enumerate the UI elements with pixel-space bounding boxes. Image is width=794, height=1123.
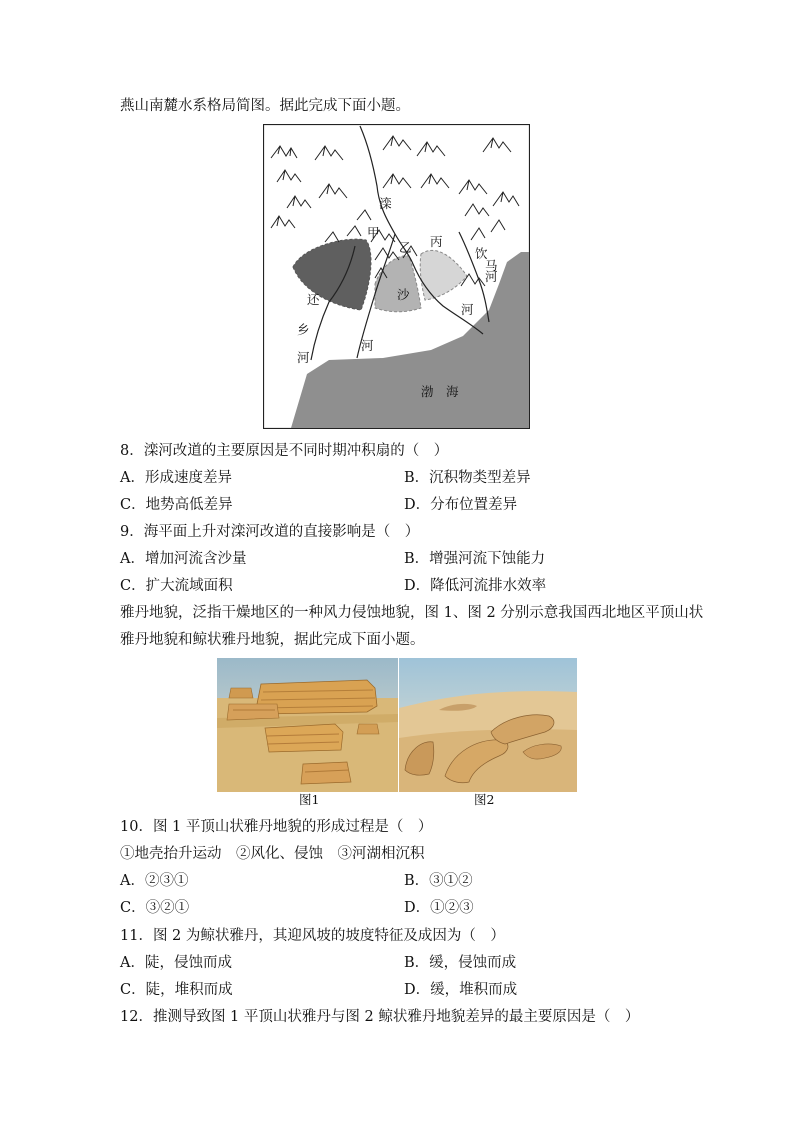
label-huan-1: 还 bbox=[307, 292, 320, 307]
question-11-option-d[interactable]: D．缓，堆积而成 bbox=[404, 982, 518, 998]
label-yinma-1: 饮 bbox=[475, 246, 488, 261]
question-9-option-c[interactable]: C．扩大流域面积 bbox=[120, 578, 233, 594]
question-10-items: ①地壳抬升运动 ②风化、侵蚀 ③河湖相沉积 bbox=[120, 846, 425, 862]
label-sha: 沙 bbox=[397, 287, 410, 302]
question-9-option-b[interactable]: B．增强河流下蚀能力 bbox=[404, 551, 546, 567]
label-yi: 乙 bbox=[399, 240, 412, 255]
figure-1-flat-top-yardang bbox=[217, 658, 398, 792]
question-8-option-c[interactable]: C．地势高低差异 bbox=[120, 497, 233, 513]
label-jia: 甲 bbox=[367, 225, 380, 240]
question-10-option-a[interactable]: A．②③① bbox=[120, 873, 189, 889]
yardang-intro-line-1: 雅丹地貌，泛指干燥地区的一种风力侵蚀地貌，图 1、图 2 分别示意我国西北地区平顶山状 bbox=[120, 605, 704, 621]
question-8-stem: 8．滦河改道的主要原因是不同时期冲积扇的（ ） bbox=[120, 443, 449, 459]
figure-2-caption: 图2 bbox=[474, 792, 495, 807]
question-10-stem: 10．图 1 平顶山状雅丹地貌的形成过程是（ ） bbox=[120, 819, 433, 835]
question-9-stem: 9．海平面上升对滦河改道的直接影响是（ ） bbox=[120, 524, 420, 540]
label-yinma-3: 河 bbox=[485, 269, 498, 284]
label-bohai: 渤 海 bbox=[421, 384, 459, 399]
question-11-stem: 11．图 2 为鲸状雅丹，其迎风坡的坡度特征及成因为（ ） bbox=[120, 928, 505, 944]
question-9-option-a[interactable]: A．增加河流含沙量 bbox=[120, 551, 247, 567]
intro-text: 燕山南麓水系格局简图。据此完成下面小题。 bbox=[120, 98, 410, 114]
label-sha-river: 河 bbox=[361, 338, 374, 353]
question-8-option-d[interactable]: D．分布位置差异 bbox=[404, 497, 518, 513]
question-12-stem: 12．推测导致图 1 平顶山状雅丹与图 2 鲸状雅丹地貌差异的最主要原因是（ ） bbox=[120, 1009, 640, 1025]
question-10-option-d[interactable]: D．①②③ bbox=[404, 900, 474, 916]
question-11-option-b[interactable]: B．缓，侵蚀而成 bbox=[404, 955, 517, 971]
question-9-option-d[interactable]: D．降低河流排水效率 bbox=[404, 578, 547, 594]
label-huan-2: 乡 bbox=[297, 322, 310, 337]
figure-2-whale-yardang bbox=[399, 658, 577, 792]
river-system-map bbox=[263, 124, 530, 429]
label-luan: 滦 bbox=[379, 196, 392, 211]
question-8-option-b[interactable]: B．沉积物类型差异 bbox=[404, 470, 531, 486]
yardang-intro-line-2: 雅丹地貌和鲸状雅丹地貌，据此完成下面小题。 bbox=[120, 632, 425, 648]
label-huan-3: 河 bbox=[297, 350, 310, 365]
label-bing: 丙 bbox=[430, 234, 443, 249]
question-8-option-a[interactable]: A．形成速度差异 bbox=[120, 470, 232, 486]
question-10-option-c[interactable]: C．③②① bbox=[120, 900, 190, 916]
question-11-option-c[interactable]: C．陡，堆积而成 bbox=[120, 982, 233, 998]
figure-1-caption: 图1 bbox=[299, 792, 320, 807]
question-11-option-a[interactable]: A．陡，侵蚀而成 bbox=[120, 955, 232, 971]
question-10-option-b[interactable]: B．③①② bbox=[404, 873, 473, 889]
label-luan-river: 河 bbox=[461, 302, 474, 317]
label-yinma-2: 马 bbox=[485, 258, 498, 273]
